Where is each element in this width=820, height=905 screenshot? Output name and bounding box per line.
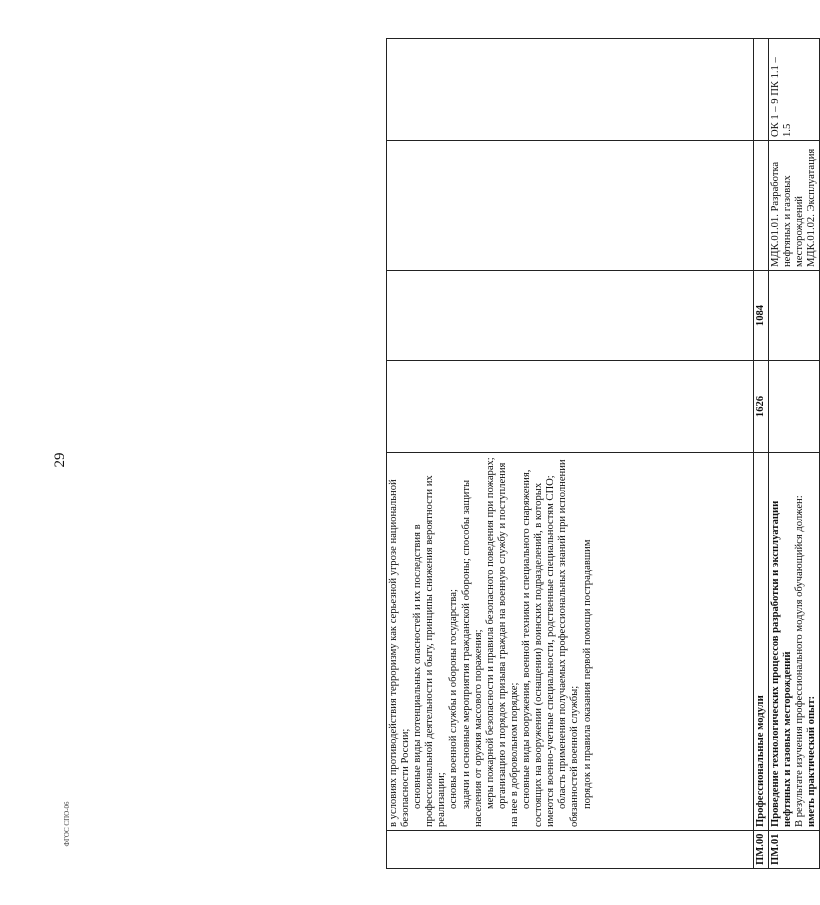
requirements-paragraph: в условиях противодействия терроризму как серьезной угрозе национальной безопасности России; <box>388 479 412 827</box>
code-cell <box>387 831 754 869</box>
max-hours-cell <box>387 361 754 453</box>
requirements-paragraph: задачи и основные мероприятия гражданской обороны; способы защиты населения от оружия массового поражения; <box>460 479 484 827</box>
requirements-paragraph: область применения получаемых профессиональных знаний при исполнении обязанностей военной службы; <box>557 459 581 827</box>
module-text: В результате изучения профессионального модуля обучающийся должен: <box>794 495 806 827</box>
module-text-bold: иметь практический опыт: <box>806 695 818 827</box>
module-title: Профессиональные модули <box>754 453 769 831</box>
mdk-entry: МДК.01.02. Эксплуатация <box>806 148 818 267</box>
mdk-entry: МДК.01.01. Разработка нефтяных и газовых месторождений <box>770 161 806 267</box>
class-hours-cell <box>769 271 820 361</box>
class-hours-cell <box>387 271 754 361</box>
discipline-cell <box>769 141 820 271</box>
footer-code: ФГОС СПО-06 <box>63 801 71 847</box>
class-hours-value: 1084 <box>754 271 769 361</box>
requirements-paragraph: организацию и порядок призыва граждан на военную службу и поступления на нее в добровольном порядке; <box>496 462 520 827</box>
discipline-cell <box>387 141 754 271</box>
module-code: ПМ.01 <box>769 831 820 869</box>
module-code: ПМ.00 <box>754 831 769 869</box>
table-row-pm00 <box>754 39 769 869</box>
competencies-cell <box>387 39 754 141</box>
requirements-paragraph: основные виды потенциальных опасностей и их последствия в профессиональной деятельности и быту, принципы снижения вероятности их реализации; <box>412 475 448 827</box>
max-hours-cell <box>769 361 820 453</box>
requirements-paragraph: порядок и правила оказания первой помощи пострадавшим <box>581 539 593 809</box>
rotated-table-frame <box>386 39 816 869</box>
requirements-paragraph: основные виды вооружения, военной техники и специального снаряжения, состоящих на вооружении (оснащении) воинских подразделений, в которых имеются военно-учетные специальности, родственные специальностям СПО; <box>521 469 557 827</box>
requirements-paragraph: основы военной службы и обороны государства; <box>448 589 460 809</box>
requirements-paragraph: меры пожарной безопасности и правила безопасного поведения при пожарах; <box>484 457 496 809</box>
table-row-safety-content <box>387 39 754 869</box>
page-number: 29 <box>52 452 68 468</box>
discipline-cell <box>754 141 769 271</box>
module-description-cell <box>769 453 820 831</box>
table-row-pm01 <box>769 39 820 869</box>
competencies-cell <box>754 39 769 141</box>
requirements-text-cell <box>387 453 754 831</box>
competencies-value: ОК 1 – 9 ПК 1.1 – 1.5 <box>769 39 820 141</box>
curriculum-table <box>386 38 820 869</box>
module-title: Проведение технологических процессов разработки и эксплуатации нефтяных и газовых месторождений <box>770 500 794 827</box>
max-hours-value: 1626 <box>754 361 769 453</box>
